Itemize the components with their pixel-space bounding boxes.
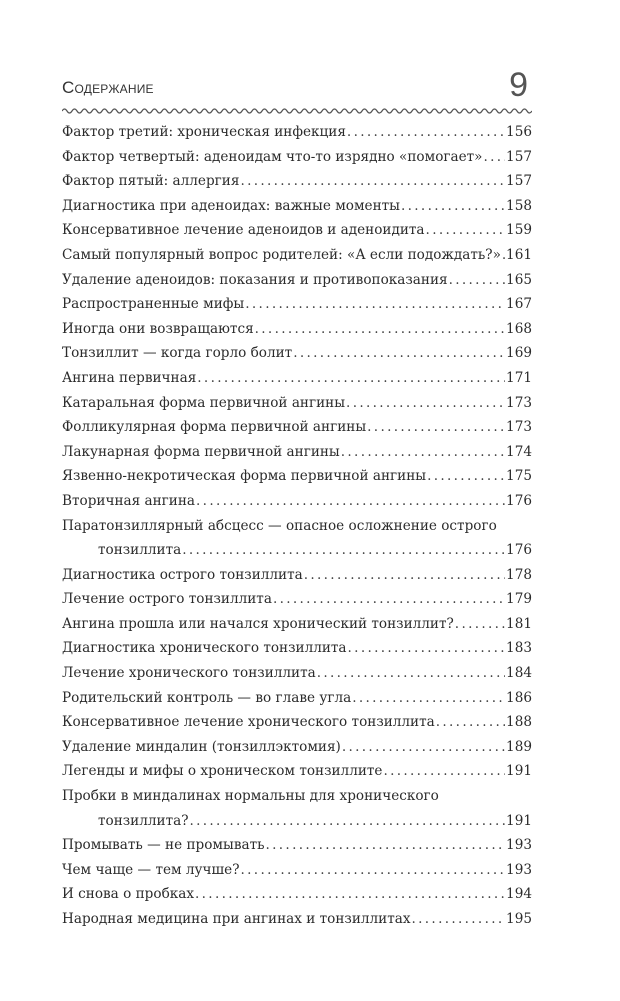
toc-entry-title: Удаление аденоидов: показания и противопоказания: [62, 271, 448, 288]
toc-entry-title: Диагностика острого тонзиллита: [62, 566, 303, 583]
toc-entry[interactable]: [62, 759, 532, 784]
toc-entry[interactable]: [62, 341, 532, 366]
leader-dots: [342, 735, 505, 760]
toc-entry-page: 191: [506, 812, 532, 829]
toc-entry-page: 156: [506, 124, 532, 140]
toc-entry-title: Катаральная форма первичной ангины: [62, 394, 346, 411]
leader-dots: [502, 243, 505, 268]
leader-dots: [383, 759, 505, 784]
page-number: 9: [509, 66, 528, 104]
section-title: Содержание: [62, 78, 154, 97]
toc-entry[interactable]: [62, 169, 532, 194]
toc-entry-title: Лакунарная форма первичной ангины: [62, 443, 340, 460]
toc-entry-title: Фактор третий: хроническая инфекция: [62, 124, 346, 140]
toc-entry-title: Самый популярный вопрос родителей: «А если подождать?»: [62, 246, 501, 263]
leader-dots: [347, 120, 505, 145]
toc-entry-title: Фолликулярная форма первичной ангины: [62, 419, 367, 436]
toc-entry-page: 189: [506, 738, 532, 755]
leader-dots: [273, 587, 505, 612]
toc-entry-page: 171: [506, 369, 532, 386]
toc-entry-title: Удаление миндалин (тонзиллэктомия): [62, 738, 341, 755]
toc-entry-title: Вторичная ангина: [62, 492, 196, 509]
toc-entry[interactable]: [62, 120, 532, 145]
toc-entry-title: Чем чаще — тем лучше?: [62, 861, 240, 878]
toc-entry[interactable]: [62, 784, 532, 833]
toc-entry[interactable]: [62, 317, 532, 342]
toc-entry-title-cont: тонзиллита: [98, 542, 182, 559]
leader-dots: [367, 415, 505, 440]
toc-entry-title: Ангина прошла или начался хронический тонзиллит?: [62, 615, 454, 632]
toc-entry-title: Промывать — не промывать: [62, 837, 265, 854]
leader-dots: [427, 464, 505, 489]
toc-entry-page: 178: [506, 566, 532, 583]
leader-dots: [346, 391, 505, 416]
toc-entry[interactable]: [62, 833, 532, 858]
toc-entry-title: Легенды и мифы о хроническом тонзиллите: [62, 763, 383, 780]
leader-dots: [195, 882, 505, 907]
toc-entry-page: 194: [506, 886, 532, 903]
toc-entry[interactable]: [62, 194, 532, 219]
leader-dots: [189, 809, 505, 834]
toc-entry-title: Пробки в миндалинах нормальны для хронического: [62, 788, 439, 805]
toc-entry-page: 183: [506, 640, 532, 657]
toc-entry-page: 157: [506, 148, 532, 165]
toc-entry-continuation: [62, 809, 532, 834]
toc-entry[interactable]: [62, 243, 532, 268]
leader-dots: [341, 440, 505, 465]
toc-entry[interactable]: [62, 366, 532, 391]
toc-entry-page: 158: [506, 197, 532, 214]
leader-dots: [455, 612, 505, 637]
leader-dots: [182, 538, 505, 563]
toc-entry-page: 181: [506, 615, 532, 632]
leader-dots: [449, 268, 505, 293]
toc-entry[interactable]: [62, 907, 532, 932]
leader-dots: [401, 194, 505, 219]
toc-entry-page: 169: [506, 345, 532, 362]
leader-dots: [293, 341, 505, 366]
toc-entry-page: 176: [506, 542, 532, 559]
toc-entry-title: Фактор четвертый: аденоидам что-то изрядно «помогает»: [62, 148, 483, 165]
toc-entry[interactable]: [62, 145, 532, 170]
toc-entry-page: 161: [506, 246, 532, 263]
toc-entry-page: 174: [506, 443, 532, 460]
toc-entry-page: 193: [506, 837, 532, 854]
toc-entry[interactable]: [62, 858, 532, 883]
toc-entry[interactable]: [62, 415, 532, 440]
leader-dots: [352, 686, 505, 711]
wavy-divider-icon: [62, 106, 532, 116]
toc-entry-page: 188: [506, 714, 532, 731]
toc-entry[interactable]: [62, 514, 532, 563]
toc-entry-page: 179: [506, 591, 532, 608]
toc-entry-page: 157: [506, 173, 532, 190]
toc-entry[interactable]: [62, 563, 532, 588]
leader-dots: [240, 169, 505, 194]
toc-entry-page: 159: [506, 222, 532, 239]
toc-entry-page: 168: [506, 320, 532, 337]
toc-entry[interactable]: [62, 686, 532, 711]
toc-entry[interactable]: [62, 292, 532, 317]
leader-dots: [196, 489, 505, 514]
toc-entry-title: Консервативное лечение аденоидов и аденоидита: [62, 222, 425, 239]
toc-entry-page: 167: [506, 296, 532, 313]
toc-entry-page: 186: [506, 689, 532, 706]
toc-entry-title: Консервативное лечение хронического тонзиллита: [62, 714, 435, 731]
toc-entry-page: 173: [506, 419, 532, 436]
leader-dots: [245, 292, 505, 317]
toc-entry[interactable]: [62, 464, 532, 489]
toc-entry-page: 191: [506, 763, 532, 780]
toc-entry-page: 176: [506, 492, 532, 509]
toc-entry[interactable]: [62, 489, 532, 514]
leader-dots: [348, 636, 506, 661]
toc-entry-title: Распространенные мифы: [62, 296, 245, 313]
toc-entry-title: И снова о пробках: [62, 886, 195, 903]
toc-entry[interactable]: [62, 661, 532, 686]
toc-entry[interactable]: [62, 391, 532, 416]
toc-entry-page: 175: [506, 468, 532, 485]
leader-dots: [412, 907, 506, 932]
leader-dots: [255, 317, 505, 342]
toc-entry[interactable]: [62, 440, 532, 465]
leader-dots: [241, 858, 506, 883]
leader-dots: [197, 366, 505, 391]
toc-entry[interactable]: [62, 612, 532, 637]
table-of-contents: [62, 120, 532, 932]
leader-dots: [304, 563, 505, 588]
toc-entry-page: 173: [506, 394, 532, 411]
leader-dots: [317, 661, 505, 686]
leader-dots: [436, 710, 505, 735]
toc-entry-title: Лечение острого тонзиллита: [62, 591, 272, 608]
toc-entry[interactable]: [62, 218, 532, 243]
toc-entry[interactable]: [62, 636, 532, 661]
toc-entry-page: 193: [506, 861, 532, 878]
toc-entry-title: Диагностика хронического тонзиллита: [62, 640, 347, 657]
toc-entry-title: Лечение хронического тонзиллита: [62, 665, 316, 682]
toc-entry-continuation: [62, 538, 532, 563]
toc-entry-page: 184: [506, 665, 532, 682]
leader-dots: [426, 218, 506, 243]
toc-entry[interactable]: [62, 268, 532, 293]
toc-entry-title-cont: тонзиллита?: [98, 812, 189, 829]
leader-dots: [266, 833, 506, 858]
toc-entry-title: Родительский контроль — во главе угла: [62, 689, 352, 706]
toc-entry[interactable]: [62, 710, 532, 735]
toc-entry-page: 195: [506, 911, 532, 927]
toc-entry[interactable]: [62, 735, 532, 760]
toc-entry-title: Диагностика при аденоидах: важные моменты: [62, 197, 400, 214]
toc-entry-title: Народная медицина при ангинах и тонзиллитах: [62, 911, 411, 927]
toc-entry-title: Язвенно-некротическая форма первичной ангины: [62, 468, 427, 485]
leader-dots: [483, 145, 505, 170]
toc-entry-title: Фактор пятый: аллергия: [62, 173, 240, 190]
toc-entry[interactable]: [62, 587, 532, 612]
toc-entry-title: Паратонзиллярный абсцесс — опасное осложнение острого: [62, 517, 497, 534]
toc-entry-page: 165: [506, 271, 532, 288]
page-header: [62, 66, 532, 116]
toc-entry-title: Иногда они возвращаются: [62, 320, 254, 337]
toc-entry-title: Тонзиллит — когда горло болит: [62, 345, 293, 362]
toc-entry-title: Ангина первичная: [62, 369, 197, 386]
toc-entry[interactable]: [62, 882, 532, 907]
